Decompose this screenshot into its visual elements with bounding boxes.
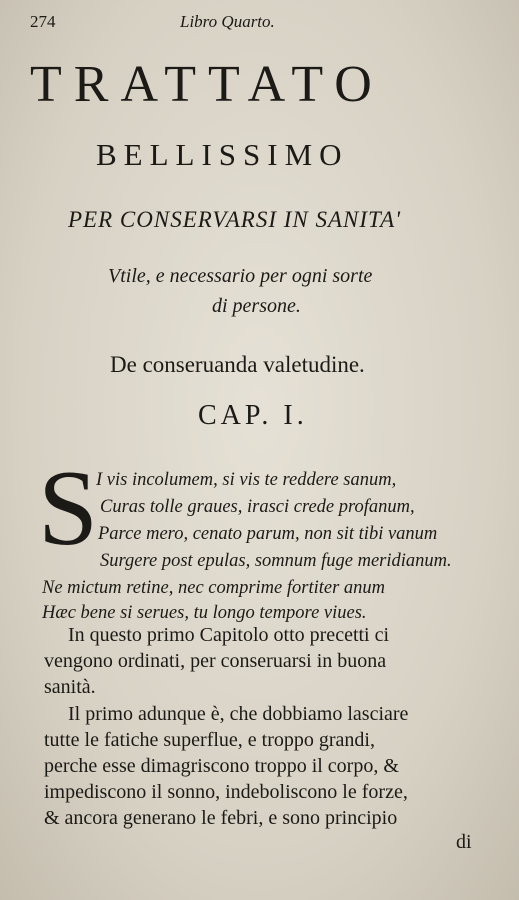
- drop-cap: S: [38, 449, 99, 568]
- page-header: [30, 12, 500, 36]
- body-line: di: [456, 831, 472, 853]
- body-line: In questo primo Capitolo otto precetti ci: [68, 624, 390, 646]
- latin-heading: De conseruanda valetudine.: [110, 352, 365, 377]
- page-number: 274: [30, 12, 56, 31]
- verse-line: Parce mero, cenato parum, non sit tibi vanum: [98, 524, 438, 544]
- body-line: tutte le fatiche superflue, e troppo grandi,: [44, 729, 375, 751]
- body-line: impediscono il sonno, indeboliscono le forze,: [44, 781, 408, 803]
- subtitle-line-1: Vtile, e necessario per ogni sorte: [108, 265, 373, 287]
- body-line: Il primo adunque è, che dobbiamo lasciare: [68, 703, 409, 725]
- title-line-2: BELLISSIMO: [96, 137, 349, 172]
- body-line: sanità.: [44, 676, 96, 698]
- body-line: perche esse dimagriscono troppo il corpo, &: [44, 755, 399, 777]
- verse-line: Ne mictum retine, nec comprime fortiter anum: [42, 578, 386, 598]
- verse-line: Hæc bene si serues, tu longo tempore viues.: [42, 603, 367, 623]
- verse-line: I vis incolumem, si vis te reddere sanum,: [96, 470, 397, 490]
- body-line: & ancora generano le febri, e sono principio: [44, 807, 398, 829]
- chapter-heading: CAP. I.: [198, 400, 308, 431]
- subtitle-line-2: di persone.: [212, 295, 301, 317]
- running-head: Libro Quarto.: [180, 12, 275, 31]
- verse-line: Surgere post epulas, somnum fuge meridianum.: [100, 551, 452, 571]
- title-line-3: PER CONSERVARSI IN SANITA': [68, 207, 402, 232]
- body-line: vengono ordinati, per conseruarsi in buona: [44, 650, 387, 672]
- title-line-1: TRATTATO: [30, 56, 384, 113]
- verse-line: Curas tolle graues, irasci crede profanum,: [100, 497, 415, 517]
